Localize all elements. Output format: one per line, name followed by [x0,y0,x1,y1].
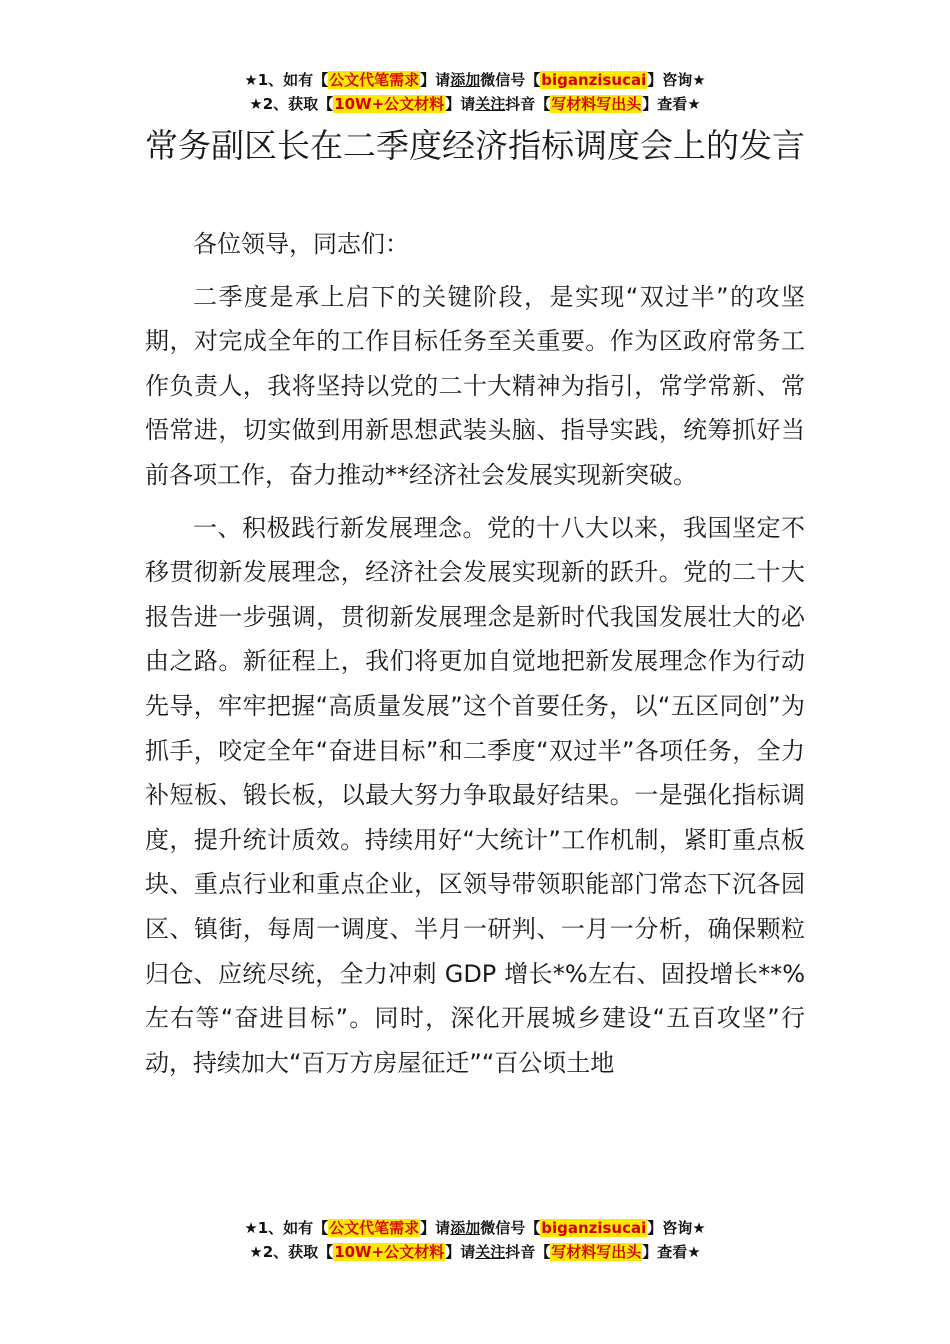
promo-line-1 [0,68,950,92]
promo-highlight: 写材料写出头 [551,95,642,113]
promo-text: 】请 [420,1219,451,1237]
promo-text: 】查看★ [642,95,701,113]
promo-highlight: 公文代笔需求 [329,1219,420,1237]
promo-text: ★1、如有【 [244,1219,329,1237]
promo-underline: 关注 [475,95,506,113]
promo-text: 微信号【 [480,1219,541,1237]
promo-text: 】查看★ [642,1243,701,1261]
promo-text: 抖音【 [505,95,551,113]
promo-underline: 添加 [450,71,481,89]
promo-text: 抖音【 [505,1243,551,1261]
promo-highlight: biganzisucai [541,1219,647,1237]
promo-text: 】咨询★ [647,1219,706,1237]
promo-underline: 关注 [475,1243,506,1261]
promo-line-2 [0,1240,950,1264]
promo-text: ★2、获取【 [249,95,334,113]
promo-line-1 [0,1216,950,1240]
header-promo-banner [0,68,950,116]
promo-text: 微信号【 [480,71,541,89]
promo-highlight: biganzisucai [541,71,647,89]
salutation: 各位领导，同志们： [193,230,409,258]
document-body [145,222,805,1093]
body-paragraph: 一、积极践行新发展理念。党的十八大以来，我国坚定不移贯彻新发展理念，经济社会发展实现新的跃升。党的二十大报告进一步强调，贯彻新发展理念是新时代我国发展壮大的必由之路。新征程上，我们将更加自觉地把新发展理念作为行动先导，牢牢把握“高质量发展”这个首要任务，以“五区同创”为抓手，咬定全年“奋进目标”和二季度“双过半”各项任务，全力补短板、锻长板，以最大努力争取最好结果。一是强化指标调度，提升统计质效。持续用好“大统计”工作机制，紧盯重点板块、重点行业和重点企业，区领导带领职能部门常态下沉各园区、镇街，每周一调度、半月一研判、一月一分析，确保颗粒归仓、应统尽统，全力冲刺 GDP 增长*%左右、固投增长**%左右等“奋进目标”。同时，深化开展城乡建设“五百攻坚”行动，持续加大“百万方房屋征迁”“百公顷土地 [145,513,805,1077]
promo-highlight: 写材料写出头 [551,1243,642,1261]
promo-line-2 [0,92,950,116]
promo-highlight: 10W+公文材料 [334,1243,445,1261]
promo-highlight: 公文代笔需求 [329,71,420,89]
promo-text: 】请 [445,95,476,113]
promo-highlight: 10W+公文材料 [334,95,445,113]
promo-text: ★2、获取【 [249,1243,334,1261]
promo-text: 】咨询★ [647,71,706,89]
document-title: 常务副区长在二季度经济指标调度会上的发言 [145,126,805,165]
promo-underline: 添加 [450,1219,481,1237]
promo-text: 】请 [445,1243,476,1261]
footer-promo-banner [0,1216,950,1264]
promo-text: 】请 [420,71,451,89]
promo-text: ★1、如有【 [244,71,329,89]
body-paragraph: 二季度是承上启下的关键阶段，是实现“双过半”的攻坚期，对完成全年的工作目标任务至关重要。作为区政府常务工作负责人，我将坚持以党的二十大精神为指引，常学常新、常悟常进，切实做到用新思想武装头脑、指导实践，统筹抓好当前各项工作，奋力推动**经济社会发展实现新突破。 [145,282,805,489]
